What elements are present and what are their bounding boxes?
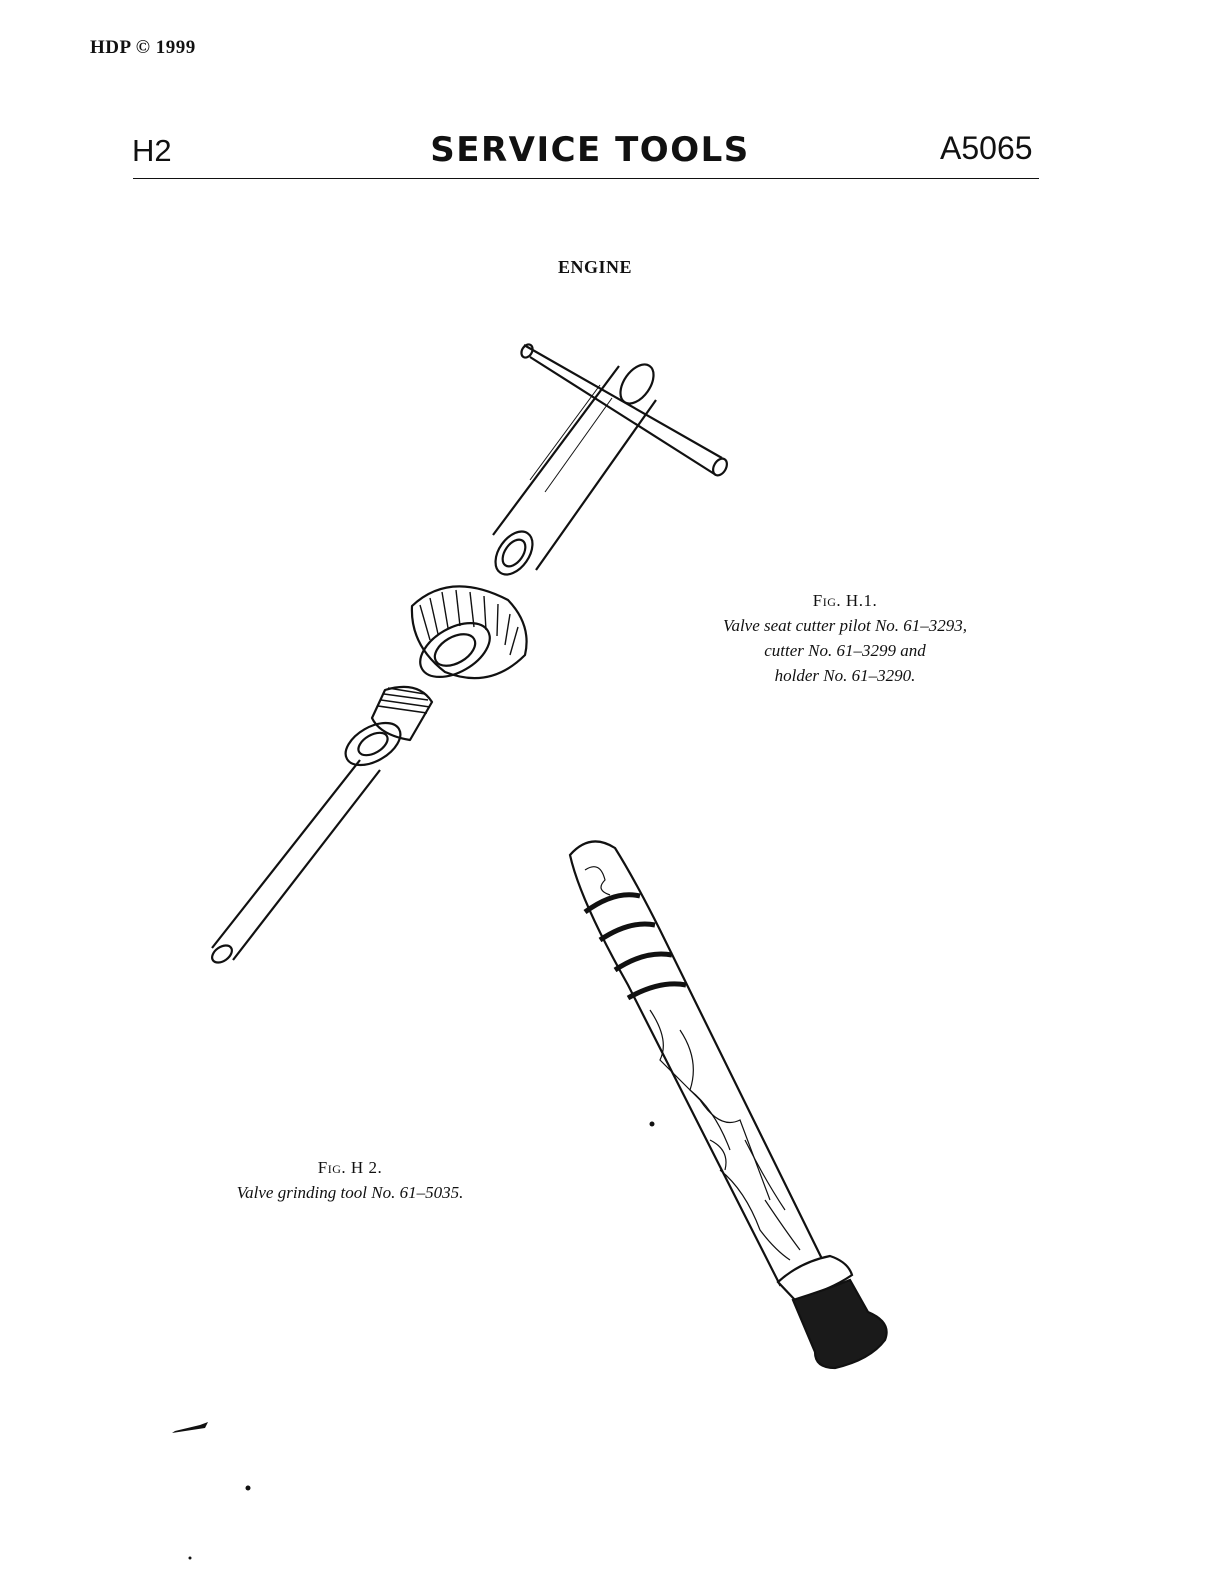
holder-tube-icon (488, 359, 660, 582)
valve-grinding-tool-icon (570, 841, 887, 1368)
page-title: SERVICE TOOLS (430, 130, 750, 170)
page-number: H2 (132, 133, 172, 168)
copyright-stamp: HDP © 1999 (90, 37, 196, 58)
caption-line: cutter No. 61–3299 and (764, 641, 926, 660)
section-subheading: ENGINE (557, 257, 632, 277)
caption-line: Valve seat cutter pilot No. 61–3293, (722, 616, 968, 635)
valve-seat-cutter-set-icon (209, 342, 730, 966)
caption-line: Valve grinding tool No. 61–5035. (236, 1183, 464, 1202)
figure-label: Fig. H 2. (317, 1158, 383, 1177)
cutter-icon (411, 586, 526, 688)
figure-caption-h2 (180, 1155, 520, 1205)
figure-caption-h1 (655, 588, 1035, 688)
figure-label: Fig. H.1. (812, 591, 878, 610)
caption-line: holder No. 61–3290. (774, 666, 916, 685)
cutter-pilot-icon (209, 687, 432, 966)
reference-code: A5065 (940, 130, 1033, 166)
